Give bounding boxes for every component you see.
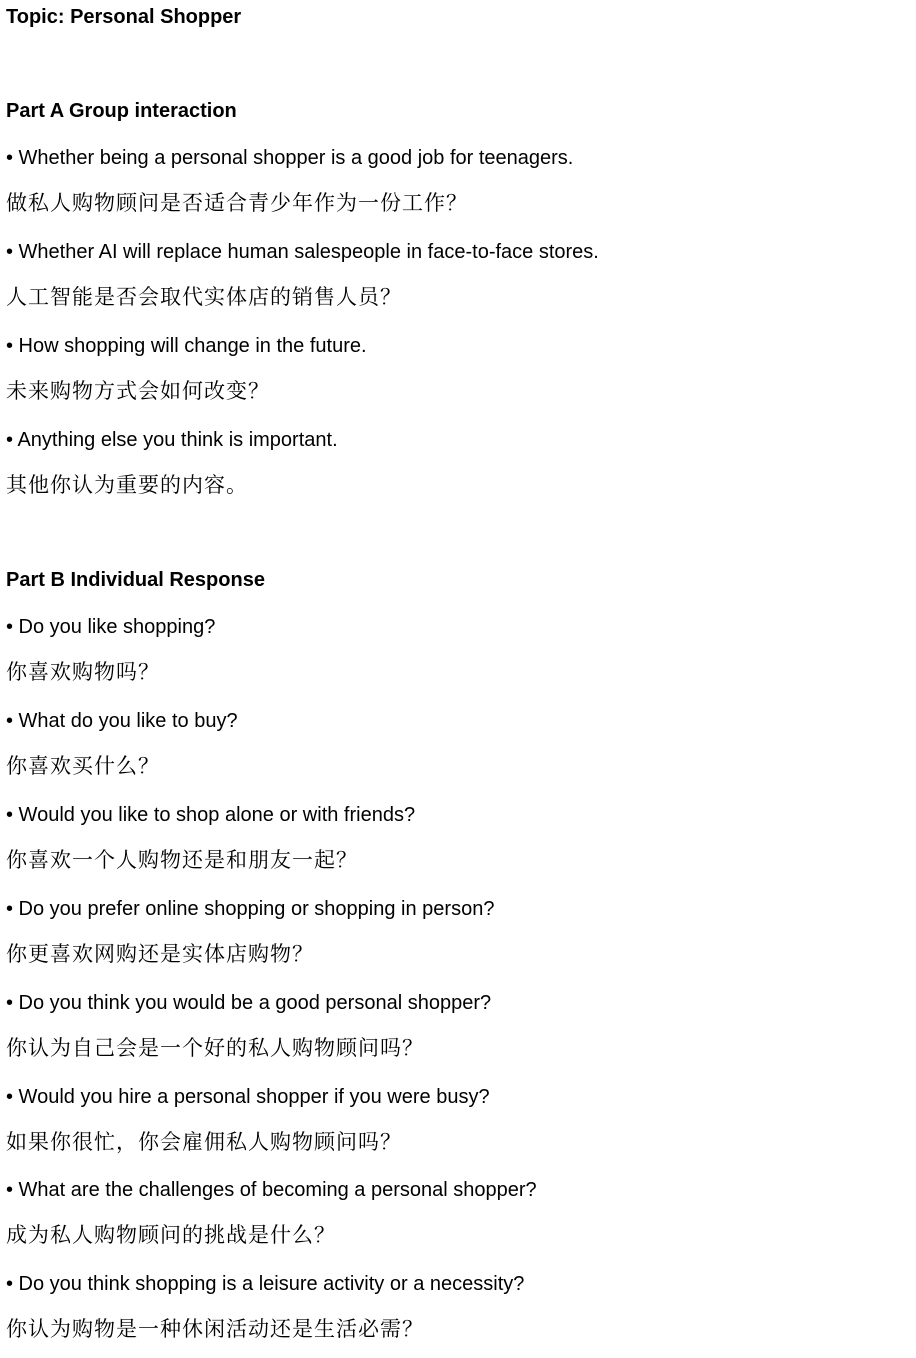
part-b-item-7-en: • What are the challenges of becoming a personal shopper?	[6, 1179, 537, 1201]
topic-title: Topic: Personal Shopper	[6, 6, 242, 28]
part-b-item-5-en: • Do you think you would be a good personal shopper?	[6, 992, 492, 1014]
part-a-item-2-zh: 人工智能是否会取代实体店的销售人员？	[6, 285, 402, 309]
part-b-heading: Part B Individual Response	[6, 569, 265, 591]
part-b-item-4-zh: 你更喜欢网购还是实体店购物？	[6, 942, 314, 966]
part-b-item-2-zh: 你喜欢买什么？	[6, 754, 160, 778]
part-b-item-5-zh: 你认为自己会是一个好的私人购物顾问吗？	[6, 1036, 424, 1060]
part-a-item-4-zh: 其他你认为重要的内容。	[6, 473, 248, 497]
part-b-item-8-zh: 你认为购物是一种休闲活动还是生活必需？	[6, 1317, 424, 1341]
part-b-item-4-en: • Do you prefer online shopping or shopping in person?	[6, 898, 495, 920]
part-b-item-7-zh: 成为私人购物顾问的挑战是什么？	[6, 1223, 336, 1247]
part-a-item-3-en: • How shopping will change in the future.	[6, 335, 367, 357]
part-b-item-1-zh: 你喜欢购物吗？	[6, 660, 160, 684]
part-a-heading: Part A Group interaction	[6, 100, 237, 122]
part-b-item-8-en: • Do you think shopping is a leisure activity or a necessity?	[6, 1273, 525, 1295]
part-b-item-1-en: • Do you like shopping?	[6, 616, 216, 638]
part-b-item-3-en: • Would you like to shop alone or with friends?	[6, 804, 416, 826]
part-b-item-6-zh: 如果你很忙，你会雇佣私人购物顾问吗？	[6, 1130, 402, 1154]
part-b-item-6-en: • Would you hire a personal shopper if you were busy?	[6, 1086, 490, 1108]
part-a-item-4-en: • Anything else you think is important.	[6, 429, 338, 451]
part-b-item-2-en: • What do you like to buy?	[6, 710, 238, 732]
part-a-item-1-zh: 做私人购物顾问是否适合青少年作为一份工作？	[6, 191, 468, 215]
part-b-item-3-zh: 你喜欢一个人购物还是和朋友一起？	[6, 848, 358, 872]
part-a-item-1-en: • Whether being a personal shopper is a good job for teenagers.	[6, 147, 574, 169]
part-a-item-2-en: • Whether AI will replace human salespeople in face-to-face stores.	[6, 241, 599, 263]
part-a-item-3-zh: 未来购物方式会如何改变？	[6, 379, 270, 403]
